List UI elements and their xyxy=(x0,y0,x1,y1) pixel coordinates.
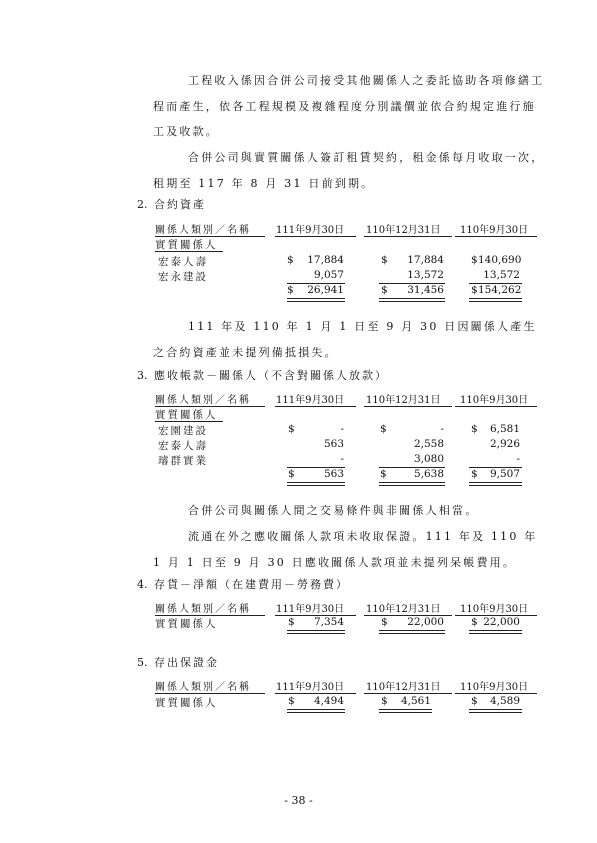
amount: 4,561 xyxy=(400,695,431,707)
amount: 563 xyxy=(323,438,344,450)
paragraph-construction-revenue: 工程收入係因合併公司接受其他關係人之委託協助各項修繕工程而產生，依各工程規模及複雜程度分別議價並依合約規定進行施工及收款。 xyxy=(153,74,545,138)
total-amount: 5,638 xyxy=(413,468,444,480)
currency-sign: $ xyxy=(380,468,387,480)
header-col-3: 110年9月30日 xyxy=(460,395,529,406)
header-underline xyxy=(275,693,356,694)
header-col-2: 110年12月31日 xyxy=(366,604,441,615)
header-underline xyxy=(364,236,452,237)
page-number: - 38 - xyxy=(284,794,313,807)
paragraph-receivables-guarantee: 流通在外之應收關係人款項未收取保證。111 年及 110 年 1 月 1 日至 9 月 30 日應收關係人款項並未提列呆帳費用。 xyxy=(153,530,538,569)
header-col-3: 110年9月30日 xyxy=(460,604,529,615)
party-name: 宏泰人壽 xyxy=(158,256,208,268)
double-underline xyxy=(469,298,522,302)
double-underline xyxy=(379,482,445,486)
header-party-type: 關係人類別／名稱 xyxy=(155,604,251,615)
currency-sign: $ xyxy=(381,284,388,296)
header-col-3: 110年9月30日 xyxy=(460,682,529,693)
amount: 3,080 xyxy=(413,453,444,465)
currency-sign: $ xyxy=(288,468,295,480)
paragraph-transaction-terms: 合併公司與關係人間之交易條件與非關係人相當。 xyxy=(188,504,479,517)
category-underline xyxy=(155,251,223,252)
party-name: 璿群實業 xyxy=(158,455,208,467)
amount: 6,581 xyxy=(489,423,520,435)
amount: 7,354 xyxy=(313,616,344,628)
amount: - xyxy=(340,453,344,465)
section-5-heading xyxy=(137,654,219,670)
currency-sign: $ xyxy=(288,423,295,435)
double-underline xyxy=(379,298,445,302)
header-underline xyxy=(455,236,537,237)
section-title: 存貨－淨額（在建費用－勞務費） xyxy=(154,578,349,591)
section-2-heading xyxy=(137,196,206,212)
header-col-1: 111年9月30日 xyxy=(276,604,345,615)
amount: - xyxy=(516,453,520,465)
currency-sign: $ xyxy=(287,284,294,296)
total-amount: 26,941 xyxy=(307,284,344,296)
party-name: 宏泰人壽 xyxy=(158,440,208,452)
paragraph-lease: 合併公司與實質關係人簽訂租賃契約，租金係每月收取一次，租期至 117 年 8 月 31 日前到期。 xyxy=(153,151,545,190)
double-underline xyxy=(469,482,522,486)
currency-sign: $ xyxy=(381,616,388,628)
currency-sign: $ xyxy=(288,695,295,707)
double-underline xyxy=(287,298,345,302)
currency-sign: $ xyxy=(471,695,478,707)
header-underline xyxy=(364,693,452,694)
total-amount: 31,456 xyxy=(407,284,444,296)
amount: 17,884 xyxy=(407,254,444,266)
currency-sign: $ xyxy=(471,284,478,296)
header-col-1: 111年9月30日 xyxy=(276,225,345,236)
amount: 2,558 xyxy=(413,438,444,450)
header-col-2: 110年12月31日 xyxy=(366,395,441,406)
currency-sign: $ xyxy=(287,254,294,266)
amount: 140,690 xyxy=(478,254,522,266)
currency-sign: $ xyxy=(471,423,478,435)
section-title: 合約資產 xyxy=(154,198,206,211)
amount: 13,572 xyxy=(483,269,520,281)
party-name: 實質關係人 xyxy=(155,618,218,630)
total-amount: 9,507 xyxy=(489,468,520,480)
section-title: 存出保證金 xyxy=(154,656,219,669)
total-amount: 154,262 xyxy=(478,284,522,296)
currency-sign: $ xyxy=(471,468,478,480)
amount: 2,926 xyxy=(489,438,520,450)
party-name: 宏園建設 xyxy=(158,425,208,437)
header-col-3: 110年9月30日 xyxy=(460,225,529,236)
currency-sign: $ xyxy=(380,423,387,435)
double-underline xyxy=(469,709,522,713)
header-underline xyxy=(275,236,356,237)
double-underline xyxy=(287,709,345,713)
header-underline xyxy=(155,693,265,694)
header-underline xyxy=(364,406,452,407)
paragraph-contract-assets-allowance: 111 年及 110 年 1 月 1 日至 9 月 30 日因關係人產生之合約資產並未提列備抵損失。 xyxy=(153,320,537,359)
section-4-heading xyxy=(137,576,349,592)
currency-sign: $ xyxy=(471,616,478,628)
section-number: 5. xyxy=(137,656,148,669)
category-label: 實質關係人 xyxy=(155,409,218,421)
header-party-type: 關係人類別／名稱 xyxy=(155,395,251,406)
section-number: 4. xyxy=(137,578,148,591)
section-number: 2. xyxy=(137,198,148,211)
header-underline xyxy=(275,406,356,407)
party-name: 實質關係人 xyxy=(155,697,218,709)
double-underline xyxy=(469,630,522,634)
amount: 22,000 xyxy=(483,616,520,628)
amount: 22,000 xyxy=(407,616,444,628)
amount: 13,572 xyxy=(407,269,444,281)
currency-sign: $ xyxy=(471,254,478,266)
header-col-2: 110年12月31日 xyxy=(366,225,441,236)
amount: 9,057 xyxy=(313,269,344,281)
amount: 17,884 xyxy=(307,254,344,266)
category-underline xyxy=(155,421,223,422)
section-3-heading xyxy=(137,367,388,383)
double-underline xyxy=(379,630,445,634)
double-underline xyxy=(379,709,432,713)
double-underline xyxy=(287,482,345,486)
amount: 4,589 xyxy=(489,695,520,707)
header-col-1: 111年9月30日 xyxy=(276,682,345,693)
header-underline xyxy=(455,693,537,694)
header-col-1: 111年9月30日 xyxy=(276,395,345,406)
currency-sign: $ xyxy=(288,616,295,628)
total-amount: 563 xyxy=(323,468,344,480)
header-col-2: 110年12月31日 xyxy=(366,682,441,693)
header-party-type: 關係人類別／名稱 xyxy=(155,682,251,693)
section-number: 3. xyxy=(137,369,148,382)
double-underline xyxy=(287,630,345,634)
section-title: 應收帳款－關係人（不含對關係人放款） xyxy=(154,369,388,382)
currency-sign: $ xyxy=(381,254,388,266)
amount: - xyxy=(340,423,344,435)
category-label: 實質關係人 xyxy=(155,239,218,251)
header-party-type: 關係人類別／名稱 xyxy=(155,225,251,236)
header-underline xyxy=(455,406,537,407)
party-name: 宏永建設 xyxy=(158,271,208,283)
currency-sign: $ xyxy=(381,695,388,707)
amount: - xyxy=(440,423,444,435)
amount: 4,494 xyxy=(313,695,344,707)
